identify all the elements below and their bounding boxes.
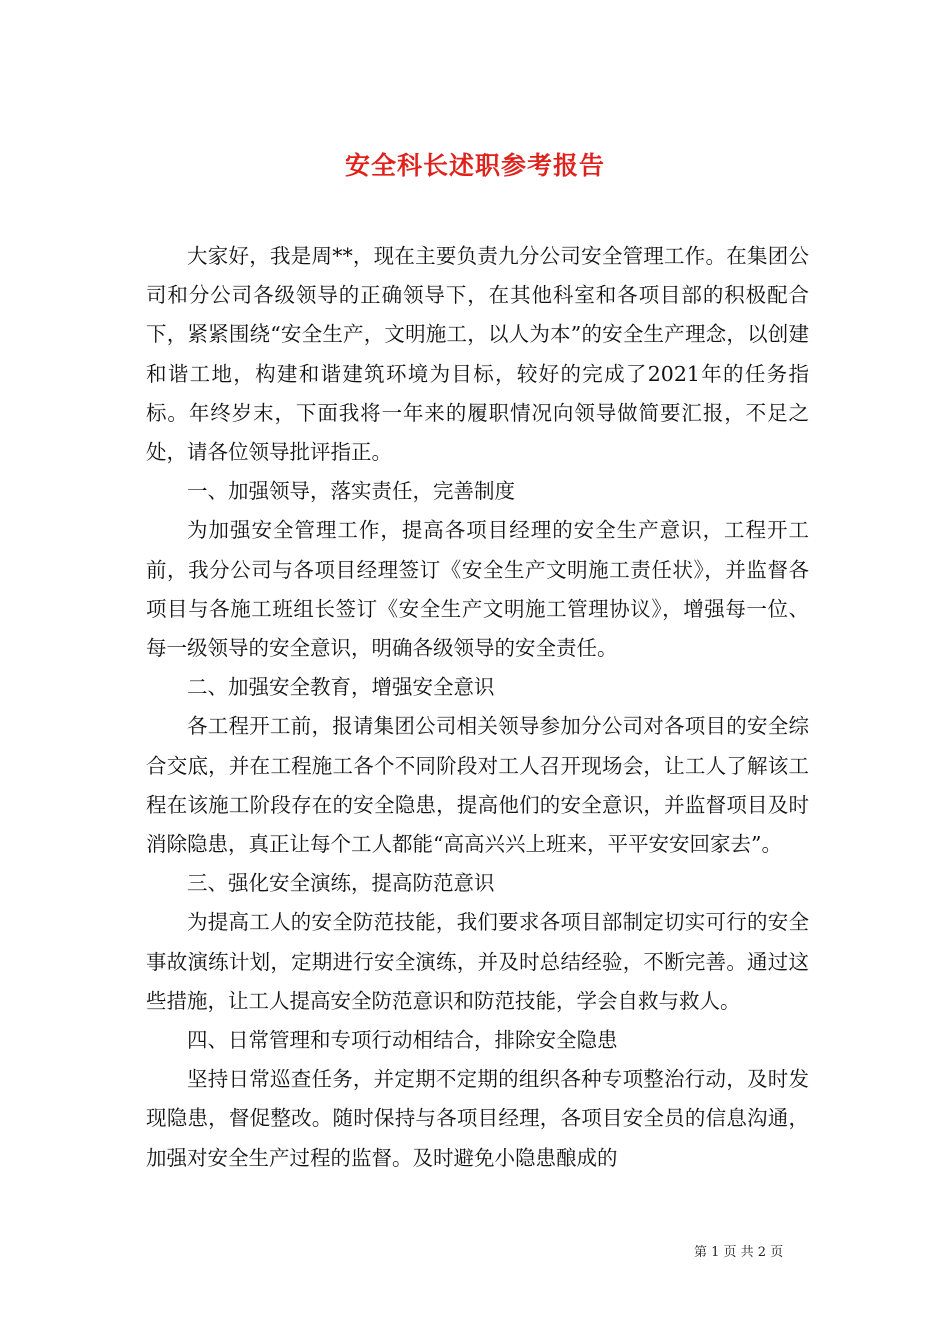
section-heading-4: 四、日常管理和专项行动相结合，排除安全隐患 bbox=[187, 1028, 618, 1053]
page-number-footer: 第 1 页 共 2 页 bbox=[694, 1245, 784, 1260]
document-body bbox=[146, 237, 809, 1178]
section-heading-1: 一、加强领导，落实责任，完善制度 bbox=[187, 479, 515, 504]
intro-paragraph: 大家好，我是周**，现在主要负责九分公司安全管理工作。在集团公司和分公司各级领导的正确领导下，在其他科室和各项目部的积极配合下，紧紧围绕“安全生产，文明施工，以人为本”的安全生产理念，以创建和谐工地，构建和谐建筑环境为目标，较好的完成了2021年的任务指标。年终岁末，下面我将一年来的履职情况向领导做简要汇报，不足之处，请各位领导批评指正。 bbox=[146, 244, 809, 465]
section-heading-3: 三、强化安全演练，提高防范意识 bbox=[187, 871, 495, 896]
document-title: 安全科长述职参考报告 bbox=[344, 150, 605, 180]
section-paragraph-2: 各工程开工前，报请集团公司相关领导参加分公司对各项目的安全综合交底，并在工程施工各个不同阶段对工人召开现场会，让工人了解该工程在该施工阶段存在的安全隐患，提高他们的安全意识，并监督项目及时消除隐患，真正让每个工人都能“高高兴兴上班来，平平安安回家去”。 bbox=[146, 714, 809, 857]
section-heading-2: 二、加强安全教育，增强安全意识 bbox=[187, 675, 495, 700]
section-paragraph-4: 坚持日常巡查任务，并定期不定期的组织各种专项整治行动，及时发现隐患，督促整改。随时保持与各项目经理，各项目安全员的信息沟通，加强对安全生产过程的监督。及时避免小隐患酿成的 bbox=[146, 1067, 809, 1170]
section-paragraph-3: 为提高工人的安全防范技能，我们要求各项目部制定切实可行的安全事故演练计划，定期进行安全演练，并及时总结经验，不断完善。通过这些措施，让工人提高安全防范意识和防范技能，学会自救与救人。 bbox=[146, 910, 809, 1013]
section-paragraph-1: 为加强安全管理工作，提高各项目经理的安全生产意识，工程开工前，我分公司与各项目经理签订《安全生产文明施工责任状》，并监督各项目与各施工班组长签订《安全生产文明施工管理协议》，增强每一位、每一级领导的安全意识，明确各级领导的安全责任。 bbox=[146, 518, 809, 661]
